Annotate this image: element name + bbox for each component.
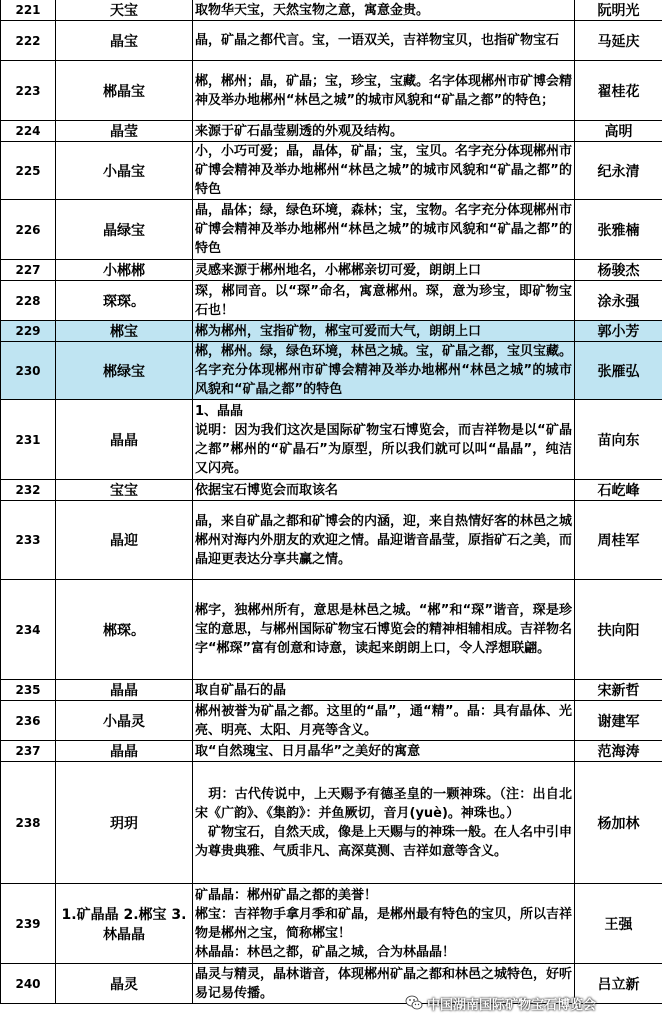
- table-row: [1, 480, 662, 501]
- table-row: [1, 501, 662, 580]
- name-description: 晶，晶体；绿，绿色环境，森林；宝，宝物。名字充分体现郴州市矿博会精神及举办地郴州“林邑之城”的城市风貌和“矿晶之都”的特色: [193, 200, 575, 260]
- author-name: 扶向阳: [575, 580, 662, 680]
- watermark-text: 中国湖南国际矿物宝石博览会: [427, 997, 597, 1013]
- author-name: 高明: [575, 121, 662, 142]
- entry-number: 228: [1, 281, 56, 321]
- mascot-name: 晶迎: [56, 501, 193, 580]
- entry-number: 221: [1, 0, 56, 21]
- name-description: 郴，郴州。绿，绿色环境，林邑之城。宝，矿晶之都，宝贝宝藏。名字充分体现郴州市矿博会精神及举办地郴州“林邑之城”的城市风貌和“矿晶之都”的特色: [193, 342, 575, 400]
- entry-number: 234: [1, 580, 56, 680]
- author-name: 张雅楠: [575, 200, 662, 260]
- author-name: 宋新哲: [575, 680, 662, 701]
- entry-number: 232: [1, 480, 56, 501]
- table-row: [1, 142, 662, 200]
- author-name: 马延庆: [575, 21, 662, 61]
- mascot-name: 郴琛。: [56, 580, 193, 680]
- entry-number: 226: [1, 200, 56, 260]
- entry-number: 238: [1, 762, 56, 884]
- mascot-name: 郴绿宝: [56, 342, 193, 400]
- name-description: 依据宝石博览会而取该名: [193, 480, 575, 501]
- name-description: 郴，郴州；晶，矿晶；宝，珍宝，宝藏。名字体现郴州市矿博会精神及举办地郴州“林邑之城”的城市风貌和“矿晶之都”的特色；: [193, 61, 575, 121]
- name-description: 取自矿晶石的晶: [193, 680, 575, 701]
- entry-number: 224: [1, 121, 56, 142]
- entry-number: 235: [1, 680, 56, 701]
- wechat-icon: [405, 994, 423, 1012]
- entry-number: 223: [1, 61, 56, 121]
- mascot-name: 小晶宝: [56, 142, 193, 200]
- name-description: 琛，郴同音。以“琛”命名，寓意郴州。琛，意为珍宝，即矿物宝石也！: [193, 281, 575, 321]
- table-row: [1, 21, 662, 61]
- name-description: 1、晶晶 说明：因为我们这次是国际矿物宝石博览会，而吉祥物是以“矿晶之都”郴州的“矿晶石”为原型，所以我们就可以叫“晶晶”，纯洁又闪亮。: [193, 400, 575, 480]
- mascot-name: 玥玥: [56, 762, 193, 884]
- mascot-name: 晶晶: [56, 680, 193, 701]
- table-row: [1, 762, 662, 884]
- mascot-name: 郴晶宝: [56, 61, 193, 121]
- author-name: 阮明光: [575, 0, 662, 21]
- mascot-name: 晶晶: [56, 741, 193, 762]
- mascot-name: 小郴郴: [56, 260, 193, 281]
- mascot-name: 郴宝: [56, 321, 193, 342]
- table-row: [1, 680, 662, 701]
- entry-number: 239: [1, 884, 56, 964]
- entry-number: 233: [1, 501, 56, 580]
- table-row: [1, 884, 662, 964]
- mascot-name: 晶灵: [56, 964, 193, 1004]
- table-row: [1, 741, 662, 762]
- author-name: 石屹峰: [575, 480, 662, 501]
- author-name: 谢建军: [575, 701, 662, 741]
- author-name: 杨骏杰: [575, 260, 662, 281]
- author-name: 范海涛: [575, 741, 662, 762]
- watermark: [405, 992, 655, 1014]
- author-name: 苗向东: [575, 400, 662, 480]
- entry-number: 230: [1, 342, 56, 400]
- entry-number: 222: [1, 21, 56, 61]
- entry-number: 240: [1, 964, 56, 1004]
- mascot-name: 晶宝: [56, 21, 193, 61]
- author-name: 吕立新: [575, 964, 662, 1004]
- entry-number: 227: [1, 260, 56, 281]
- name-description: 郴州被誉为矿晶之都。这里的“晶”，通“精”。晶：具有晶体、光亮、明亮、太阳、月亮等含义。: [193, 701, 575, 741]
- table-row: [1, 200, 662, 260]
- table-row: [1, 260, 662, 281]
- entry-number: 231: [1, 400, 56, 480]
- mascot-name: 小晶灵: [56, 701, 193, 741]
- entry-number: 236: [1, 701, 56, 741]
- name-description: 晶灵与精灵，晶林谐音，体现郴州矿晶之都和林邑之城特色，好听易记易传播。: [193, 964, 575, 1004]
- table-row: [1, 321, 662, 342]
- name-description: 晶，矿晶之都代言。宝，一语双关，吉祥物宝贝，也指矿物宝石: [193, 21, 575, 61]
- table-row: [1, 121, 662, 142]
- table-row: [1, 342, 662, 400]
- mascot-name: 晶绿宝: [56, 200, 193, 260]
- mascot-name: 晶晶: [56, 400, 193, 480]
- table-row: [1, 0, 662, 21]
- mascot-name: 宝宝: [56, 480, 193, 501]
- mascot-name: 晶莹: [56, 121, 193, 142]
- table-row: [1, 400, 662, 480]
- table-row: [1, 281, 662, 321]
- name-description: 灵感来源于郴州地名，小郴郴亲切可爱，朗朗上口: [193, 260, 575, 281]
- author-name: 王强: [575, 884, 662, 964]
- author-name: 张雁弘: [575, 342, 662, 400]
- name-description: 取物华天宝，天然宝物之意，寓意金贵。: [193, 0, 575, 21]
- author-name: 涂永强: [575, 281, 662, 321]
- table-row: [1, 701, 662, 741]
- table-row: [1, 580, 662, 680]
- author-name: 纪永清: [575, 142, 662, 200]
- name-description: 晶，来自矿晶之都和矿博会的内涵，迎，来自热情好客的林邑之城郴州对海内外朋友的欢迎之情。晶迎谐音晶莹，原指矿石之美，而晶迎更表达分享共赢之情。: [193, 501, 575, 580]
- name-description: 郴字，独郴州所有，意思是林邑之城。“郴”和“琛”谐音，琛是珍宝的意思，与郴州国际矿物宝石博览会的精神相辅相成。吉祥物名字“郴琛”富有创意和诗意，读起来朗朗上口，令人浮想联翩。: [193, 580, 575, 680]
- author-name: 杨加林: [575, 762, 662, 884]
- name-description: 矿晶晶：郴州矿晶之都的美誉！ 郴宝：吉祥物手拿月季和矿晶，是郴州最有特色的宝贝，所以吉祥物是郴州之宝，简称郴宝！ 林晶晶：林邑之都，矿晶之城，合为林晶晶！: [193, 884, 575, 964]
- mascot-name: 琛琛。: [56, 281, 193, 321]
- author-name: 郭小芳: [575, 321, 662, 342]
- name-description: 小，小巧可爱；晶，晶体，矿晶；宝，宝贝。名字充分体现郴州市矿博会精神及举办地郴州“林邑之城”的城市风貌和“矿晶之都”的特色: [193, 142, 575, 200]
- author-name: 周桂军: [575, 501, 662, 580]
- name-description: 取“自然瑰宝、日月晶华”之美好的寓意: [193, 741, 575, 762]
- mascot-name: 天宝: [56, 0, 193, 21]
- entry-number: 237: [1, 741, 56, 762]
- name-description: 玥：古代传说中，上天赐予有德圣皇的一颗神珠。（注：出自北宋《广韵》、《集韵》：并鱼厥切，音月(yuè)。神珠也。） 矿物宝石，自然天成，像是上天赐与的神珠一般。在人名中引申为尊贵典雅、气质非凡、高深莫测、吉祥如意等含义。: [193, 762, 575, 884]
- table-row: [1, 61, 662, 121]
- mascot-name: 1.矿晶晶 2.郴宝 3.林晶晶: [56, 884, 193, 964]
- author-name: 翟桂花: [575, 61, 662, 121]
- name-description: 来源于矿石晶莹剔透的外观及结构。: [193, 121, 575, 142]
- entry-number: 229: [1, 321, 56, 342]
- entry-number: 225: [1, 142, 56, 200]
- name-description: 郴为郴州，宝指矿物，郴宝可爱而大气，朗朗上口: [193, 321, 575, 342]
